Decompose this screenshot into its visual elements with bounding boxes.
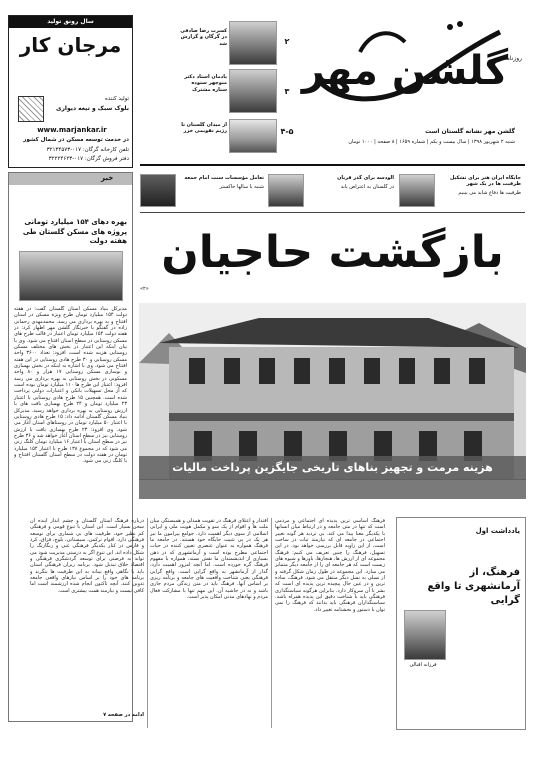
column-rule-1 (271, 518, 272, 728)
author-photo (404, 610, 446, 660)
teaser-3-number: ۴-۵ (280, 127, 294, 136)
main-photo (139, 303, 526, 499)
issue-info: شنبه ۲ شهریور ۱۳۹۸ | سال بیست و یکم | شماره ۱۶۵۹ | ۸ صفحه | ۱۰۰۰ تومان (348, 139, 515, 145)
photo-caption: هزینه مرمت و تجهیز بناهای تاریخی جایگزین پرداخت مالیات (172, 461, 493, 474)
teaser-photo-2 (229, 69, 277, 113)
strip-1-title: جایگاه ایران هنر برای تشکیل ظرفیت ها در یک شهر (449, 175, 521, 188)
strip-photo-2 (268, 174, 304, 207)
strip-photo-3 (140, 174, 176, 207)
strip-3-text: شنبه با سالها خاکستر (219, 184, 264, 190)
teaser-1-text: کسرت رضا صادقی در گرگان و گزارش شد (180, 28, 227, 47)
ad-phone-factory: تلفن کارخانه گرگان: ۰۱۷-۳۲۱۳۴۵۷۳ (46, 147, 129, 153)
article-column-1b: فرهنگ اساسی ترین پدیده ای اجتماعی و مردمی است که تنها در متن جامعه و در ارتباط میان انسانها با یکدیگر معنا پیدا می کند. بی تردید هر گونه تغییر اجتماعی در جامعه ای که نیازمند ثبات در ساخت است، از این زاویه قابل بررسی خواهد بود. در این تسهیل، فرهنگ را چنین تعریف می کنیم: فرهنگ مجموعه ای از ارزش ها، هنجارها، باورها و شیوه های زیست است که هر جامعه ای را از جامعه دیگر متمایز می سازد. این مجموعه در طول زمان شکل گرفته و از نسلی به نسل دیگر منتقل می شود. فرهنگ، ساده ترین و در عین حال پیچیده ترین پدیده ای است که بشر با آن سروکار دارد. بنابراین هرگونه سیاستگذاری فرهنگی باید با شناخت دقیق این پدیده همراه باشد. سیاستگذاران فرهنگی باید بدانند که فرهنگ را نمی توان با دستور و بخشنامه تغییر داد. (275, 518, 385, 613)
strip-1-text: ظرفیت ها دفاع شاید می بینیم (458, 190, 521, 196)
ad-producer-label: تولید کننده (104, 96, 129, 102)
news-label-text: خبر (101, 174, 114, 182)
teaser-3-text: از میدان گلستان تا رژیم تقویمی خزر (181, 122, 227, 135)
strip-2-text: در گلستان به اعتراض یابد (340, 184, 394, 190)
article-column-3: درباره فرهنگ استان گلستان و چشم انداز آینده آن سخن بسیار است. این استان با تنوع قومی و فرهنگی کم نظیر خود، ظرفیت های بی شماری برای توسعه فرهنگی دارد. اقوام ترکمن، سیستانی، بلوچ، قزاق، کرد و فارس در کنار یکدیگر فرهنگی غنی و رنگارنگ را شکل داده اند. این تنوع اگر به درستی مدیریت شود می تواند به فرصتی برای توسعه گردشگری فرهنگی و اقتصاد خلاق تبدیل شود. برنامه ریزان فرهنگی استان باید با نگاهی واقع بینانه به این ظرفیت ها بنگرند و برنامه های خود را بر اساس نیازهای واقعی جامعه تدوین کنند. آنچه تاکنون انجام شده ارزشمند است اما کافی نیست و نیازمند همت بیشتری است. (30, 518, 144, 594)
column-rule-2 (147, 518, 148, 728)
strip-photo-1 (399, 174, 435, 207)
ad-product: بلوک سبک و تیغه دیواری (55, 105, 129, 112)
page-marker: «۲» (140, 286, 149, 292)
ad-slogan: در خدمت توسعه مسکن در شمال کشور (23, 137, 129, 143)
teaser-2-text: یادمان استاد دکتر منوچهر ستوده ستاره مشترک (184, 74, 227, 93)
news-body: مدیرکل بنیاد مسکن استان گلستان گفت: در هفته دولت ۱۵۴ میلیارد تومان طرح ویژه مسکن در استان افتتاح و به بهره برداری می رسد. محمدمهدی رحمانی زاده در گفتگو با خبرنگار گلشن مهر اظهار کرد: در هفته دولت ۱۵۴ میلیارد تومان اعتبار در قالب طرح های مسکن روستایی در سطح استان افتتاح می شود. وی با بیان اینکه این اعتبار در بخش های مختلف مسکن روستایی هزینه شده است، افزود: تعداد ۳۶۰۰ واحد مسکن روستایی و ۳۰ طرح هادی روستایی در این هفته افتتاح می شود. وی با اشاره به اینکه در بخش بهسازی و نوسازی مسکن روستایی ۱۷ هزار و ۸۰ واحد مسکونی در بخش روستایی به بهره برداری می رسد افزود: اعتبار این طرح ها ۱۱۰ میلیارد تومان بوده است که از محل تسهیلات بانکی و اعتبارات دولتی پرداخت شده است. همچنین ۱۵ طرح هادی روستایی با اعتبار ۲۳ میلیارد تومان و ۲۴ طرح بهسازی بافت های با ارزش روستایی به بهره برداری خواهد رسید. مدیرکل بنیاد مسکن گلستان ادامه داد: ۱۵ طرح هادی روستایی با اعتبار ۵۰ میلیارد تومان در روستاهای استان آغاز می شود. وی افزود: ۲۳ طرح بهسازی بافت با ارزش روستایی نیز در سطح استان آغاز خواهد شد و ۳۶ طرح نیز در سطح استان با اعتبار ۱۶ میلیارد تومان کلنگ زنی می شود که در مجموع ۱۳۸ طرح با اعتبار ۱۵۴ میلیارد تومان در هفته دولت در سطح استان گلستان افتتاح و یا کلنگ زنی می شود. (14, 306, 127, 465)
news-photo (19, 251, 123, 301)
ad-brand: مرجان کار (19, 33, 122, 57)
strip-3-title: تعامل مؤسسات سنت امام جمعه (184, 175, 264, 181)
editorial-label: یادداشت اول (475, 527, 520, 535)
masthead-rule (140, 164, 525, 166)
ad-box (8, 15, 133, 168)
teaser-2-number: ۳ (284, 87, 290, 96)
news-label (9, 173, 132, 185)
ad-top-strip: سال رونق تولید (9, 16, 132, 28)
teaser-1-number: ۲ (284, 37, 290, 46)
teaser-photo-1 (229, 21, 277, 65)
masthead-tagline: گلشن مهر نشانه گلستان است (425, 128, 515, 135)
editorial-title: فرهنگ، از آرمانشهری تا واقع گرایی (427, 567, 520, 606)
article-continued: ادامه در صفحه ۷ (103, 712, 144, 718)
article-column-2: اقتدار و اعتلای فرهنگ در تقویت همدلی و همبستگی میان ملت ها و اقوام از یک سو و مکمل هویت ملی و ایرانی اسلامی از سوی دیگر اهمیت دارد. جوامع پیرامون ما نیز هر یک در پی تثبیت جایگاه خود هستند. در جامعه ما فرهنگ همواره به عنوان عنصری تعیین کننده در حیات اجتماعی مطرح بوده است و آرمانشهری که در ذهن بسیاری از اندیشمندان ما نقش بسته، همواره با مفهوم فرهنگ گره خورده است. اما آنچه امروز اهمیت دارد، گذار از آرمانشهر به واقع گرایی است. واقع گرایی فرهنگی یعنی شناخت واقعیت های جامعه و برنامه ریزی بر اساس آنها. فرهنگ باید در متن زندگی مردم جاری باشد و نه در حاشیه آن. این مهم تنها با مشارکت فعال مردم و نهادهای مدنی امکان پذیر است. (150, 518, 268, 601)
teaser-photo-3 (229, 119, 277, 153)
ad-website[interactable]: www.marjankar.ir (37, 126, 107, 134)
author-name: فرزانه اقبالی (409, 662, 437, 668)
logo-text: گلشن مهر (301, 48, 509, 94)
strip-2-title: الودسه برای گذر قربان (337, 175, 394, 181)
news-headline: بهره دهای ۱۵۴ میلیارد تومانی پروژه های مسکن گلستان طی هفته دولت (22, 218, 127, 245)
main-headline: بازگشت حاجیان (161, 227, 504, 278)
daily-label: روزنامه (503, 55, 522, 62)
ad-logo-icon (18, 96, 44, 122)
masthead-logo (300, 12, 510, 122)
ad-phone-sales: دفتر فروش گرگان: ۰۱۷-۳۲۲۲۴۶۲۳ (48, 156, 129, 162)
